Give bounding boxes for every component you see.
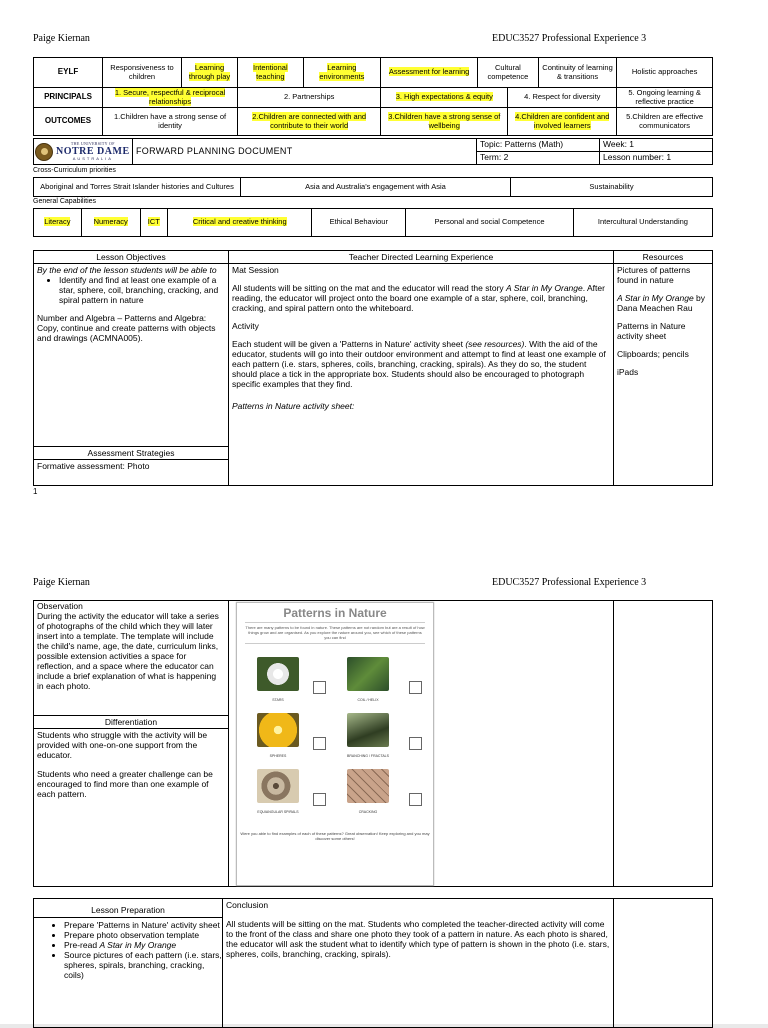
assessment-header: Assessment Strategies [34, 447, 229, 460]
checkbox [313, 793, 326, 806]
outcome-item: 3.Children have a strong sense of wellbeing [381, 108, 508, 136]
resources-cell-blank [614, 601, 713, 887]
page-number: 1 [33, 487, 38, 496]
cross-curriculum-item: Sustainability [511, 178, 713, 197]
page-gap [0, 507, 768, 572]
sheet-intro: There are many patterns to be found in nature. These patterns are not random but are a result of how things grow and are organised. As you explore the nature around you, see which of these patterns you can find [245, 625, 425, 640]
sheet-footer: Were you able to find examples of each of these patterns? Great observation! Keep exploring and you may discover some others! [240, 831, 430, 842]
objectives-header: Lesson Objectives [34, 251, 229, 264]
resource-item: iPads [617, 367, 639, 377]
sheet-label: BRANCHING / FRACTALS [347, 754, 389, 758]
capability-item: Personal and social Competence [406, 209, 574, 237]
resource-item: A Star in My Orange by Dana Meachen Rau [617, 293, 706, 313]
author-name: Paige Kiernan [33, 33, 90, 44]
cross-curriculum-item: Asia and Australia's engagement with Asia [241, 178, 511, 197]
principal-item: 2. Partnerships [238, 88, 381, 108]
capabilities-table [33, 208, 713, 237]
sheet-label: STARS [272, 698, 284, 702]
activity-sheet-label: Patterns in Nature activity sheet: [232, 401, 355, 411]
sheet-label: COIL / HELIX [357, 698, 379, 702]
resource-item: Pictures of patterns found in nature [617, 265, 691, 285]
capability-item: Literacy [34, 209, 82, 237]
eylf-item: Learning through play [181, 58, 237, 88]
conclusion-heading: Conclusion [226, 900, 269, 910]
eylf-item: Cultural competence [477, 58, 538, 88]
term: Term: 2 [477, 152, 600, 165]
outcome-item: 5.Children are effective communicators [617, 108, 713, 136]
eylf-label: EYLF [34, 58, 103, 88]
resources-cell-blank [614, 899, 713, 1028]
page-1 [0, 0, 768, 507]
outcomes-label: OUTCOMES [34, 108, 103, 136]
cracking-photo [347, 769, 389, 803]
differentiation-text: Students who need a greater challenge can be encouraged to find more than one example of each pattern. [37, 769, 213, 799]
principal-item: 1. Secure, respectful & reciprocal relationships [103, 88, 238, 108]
week: Week: 1 [600, 139, 713, 152]
general-capabilities-label: General Capabilities [33, 198, 97, 205]
sphere-photo [257, 713, 299, 747]
eylf-item: Holistic approaches [617, 58, 713, 88]
sheet-label: EQUIANGULAR SPIRALS [257, 810, 299, 814]
resources-cell [614, 264, 713, 486]
spiral-shell-photo [257, 769, 299, 803]
objectives-cell: By the end of the lesson students will be able to • Identify and find at least one example of a star, sphere, coil, branching, cracking, and spiral pattern in nature Number and Algebra – Patterns and Algebra: Copy, continue and create patterns with objects and drawings (ACMNA005). [34, 264, 229, 447]
checkbox [409, 793, 422, 806]
resource-item: Clipboards; pencils [617, 349, 689, 359]
conclusion-table [33, 898, 713, 1028]
principal-item: 5. Ongoing learning & reflective practice [617, 88, 713, 108]
preparation-item: • Prepare photo observation template [64, 930, 222, 940]
conclusion-text: All students will be sitting on the mat. Students who completed the teacher-directed activity will come to the front of the class and share one photo they took of a pattern in nature. As each photo is shared, the educator will ask the student what to identify which type of pattern is shown in the photo (i.e. stars, spheres, coils, branching, cracking, spirals). [226, 919, 610, 959]
resources-header: Resources [614, 251, 713, 264]
eylf-item: Continuity of learning & transitions [538, 58, 616, 88]
planning-header-table [33, 138, 713, 165]
cross-curriculum-table [33, 177, 713, 197]
preparation-item: • Prepare 'Patterns in Nature' activity sheet [64, 920, 222, 930]
capability-item: Critical and creative thinking [168, 209, 312, 237]
curriculum-strand: Number and Algebra – Patterns and Algebra: [37, 313, 207, 323]
assessment-text: Formative assessment: Photo [34, 460, 229, 486]
outcome-item: 2.Children are connected with and contribute to their world [238, 108, 381, 136]
cross-curriculum-item: Aboriginal and Torres Strait Islander histories and Cultures [34, 178, 241, 197]
cross-curriculum-label: Cross-Curriculum priorities [33, 167, 116, 174]
outcome-item: 1.Children have a strong sense of identity [103, 108, 238, 136]
capability-item: Numeracy [81, 209, 140, 237]
capability-item: ICT [140, 209, 167, 237]
mat-session-text: All students will be sitting on the mat and the educator will read the story A Star in My Orange. After reading, the educator will project onto the board one example of a star, sphere, coil, branching, cracking, and spiral pattern onto the whiteboard. [232, 283, 605, 313]
sheet-label: SPHERES [269, 754, 287, 758]
university-logo: THE UNIVERSITY OF NOTRE DAME AUSTRALIA [34, 139, 133, 165]
capability-item: Intercultural Understanding [573, 209, 712, 237]
outcome-item: 4.Children are confident and involved learners [508, 108, 617, 136]
preparation-item: • Source pictures of each pattern (i.e. stars, spheres, spirals, branching, cracking, coils) [64, 950, 222, 980]
eylf-item: Assessment for learning [381, 58, 478, 88]
curriculum-content: Copy, continue and create patterns with objects and drawings (ACMNA005). [37, 323, 216, 343]
patterns-in-nature-sheet [236, 602, 434, 886]
observation-heading: Observation [37, 601, 83, 611]
differentiation-cell [34, 729, 229, 887]
observation-text: During the activity the educator will take a series of photographs of the child which they will later insert into a template. The template will include the child's name, age, the date, curriculum links, possible extension activities a space for reflection, and a space where the educator can include a brief explanation of what is happening in each photo. [37, 611, 219, 691]
mat-session-heading: Mat Session [232, 265, 279, 275]
objective-bullet: • Identify and find at least one example of a star, sphere, coil, branching, cracking, and spiral pattern in nature [59, 275, 225, 305]
principal-item: 3. High expectations & equity [381, 88, 508, 108]
experience-cell [229, 264, 614, 486]
lesson-plan-table [33, 250, 713, 486]
checkbox [313, 681, 326, 694]
resource-item: Patterns in Nature activity sheet [617, 321, 686, 341]
checkbox [409, 681, 422, 694]
differentiation-header: Differentiation [34, 716, 229, 729]
observation-cell [34, 601, 229, 716]
university-crest-icon [35, 143, 53, 161]
eylf-item: Learning environments [303, 58, 381, 88]
document-title: FORWARD PLANNING DOCUMENT [133, 139, 477, 165]
activity-heading: Activity [232, 321, 259, 331]
eylf-table [33, 57, 713, 136]
preparation-header: Lesson Preparation [34, 903, 222, 918]
lesson-number: Lesson number: 1 [600, 152, 713, 165]
differentiation-text: Students who struggle with the activity will be provided with one-on-one support from the educator. [37, 730, 208, 760]
author-name: Paige Kiernan [33, 577, 90, 588]
branching-photo [347, 713, 389, 747]
preparation-item: • Pre-read A Star in My Orange [64, 940, 222, 950]
course-title: EDUC3527 Professional Experience 3 [492, 33, 647, 44]
capability-item: Ethical Behaviour [312, 209, 406, 237]
conclusion-cell [223, 899, 614, 1028]
eylf-item: Responsiveness to children [103, 58, 182, 88]
sheet-title: Patterns in Nature [283, 606, 387, 620]
activity-text: Each student will be given a 'Patterns in Nature' activity sheet (see resources). With the aid of the educator, students will go into their outdoor environment and attempt to find at least one example of each pattern (i.e. stars, spheres, coils, branching, cracking, spirals). As they do so, the student should place a tick in the appropriate box. Students should also be encouraged to photograph specific examples that they find. [232, 339, 606, 389]
eylf-item: Intentional teaching [238, 58, 303, 88]
course-title: EDUC3527 Professional Experience 3 [492, 577, 647, 588]
preparation-cell [34, 899, 223, 1028]
checkbox [313, 737, 326, 750]
sheet-label: CRACKING [358, 810, 378, 814]
topic: Topic: Patterns (Math) [477, 139, 600, 152]
coil-photo [347, 657, 389, 691]
checkbox [409, 737, 422, 750]
principal-item: 4. Respect for diversity [508, 88, 617, 108]
principals-label: PRINCIPALS [34, 88, 103, 108]
star-flower-photo [257, 657, 299, 691]
experience-header: Teacher Directed Learning Experience [229, 251, 614, 264]
